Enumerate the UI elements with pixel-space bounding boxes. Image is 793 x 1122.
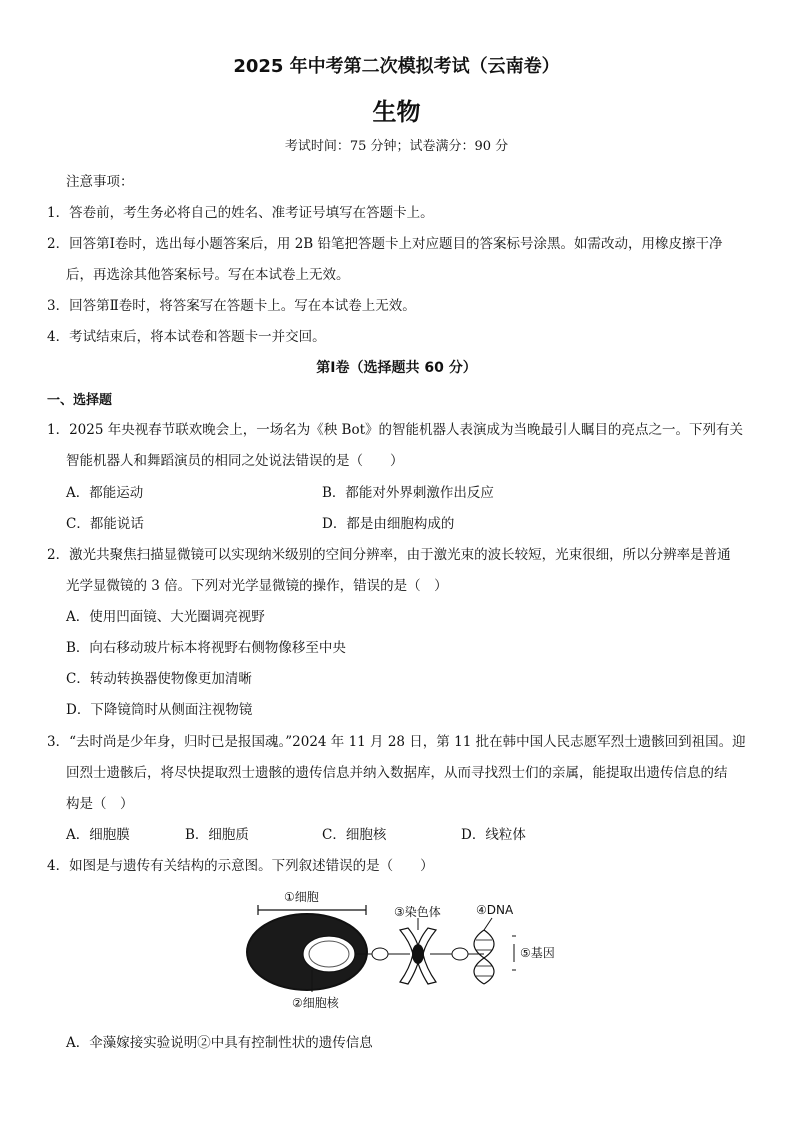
label-chromosome: ③染色体 xyxy=(394,905,441,919)
q1-option-b: B．都能对外界刺激作出反应 xyxy=(322,485,494,501)
note-item: 4．考试结束后，将本试卷和答题卡一并交回。 xyxy=(47,329,326,345)
q3-option-b: B．细胞质 xyxy=(185,827,249,843)
genetics-diagram xyxy=(240,888,580,1020)
question-4-stem: 4．如图是与遗传有关结构的示意图。下列叙述错误的是（ ） xyxy=(47,858,434,874)
exam-title: 2025 年中考第二次模拟考试（云南卷） xyxy=(233,56,560,77)
note-item: 1．答卷前，考生务必将自己的姓名、准考证号填写在答题卡上。 xyxy=(47,205,434,221)
question-1-stem: 1．2025 年央视春节联欢晚会上，一场名为《秧 Bot》的智能机器人表演成为当晚最引人瞩目的亮点之一。下列有关 xyxy=(47,422,744,438)
q2-option-c: C．转动转换器使物像更加清晰 xyxy=(66,671,252,687)
label-nucleus: ②细胞核 xyxy=(292,996,339,1010)
q2-option-a: A．使用凹面镜、大光圈调亮视野 xyxy=(66,609,265,625)
question-1-stem-cont: 智能机器人和舞蹈演员的相同之处说法错误的是（ ） xyxy=(66,453,404,469)
exam-meta: 考试时间：75 分钟；试卷满分：90 分 xyxy=(284,139,509,154)
q2-option-b: B．向右移动玻片标本将视野右侧物像移至中央 xyxy=(66,640,346,656)
question-3-stem-cont: 回烈士遗骸后，将尽快提取烈士遗骸的遗传信息并纳入数据库，从而寻找烈士们的亲属，能提取出遗传信息的结 xyxy=(66,765,728,781)
q3-option-c: C．细胞核 xyxy=(322,827,387,843)
label-dna: ④DNA xyxy=(476,903,514,917)
q3-option-a: A．细胞膜 xyxy=(66,827,130,843)
q4-option-a: A．伞藻嫁接实验说明②中具有控制性状的遗传信息 xyxy=(66,1035,373,1051)
question-3-stem-cont: 构是（ ） xyxy=(66,796,134,812)
q1-option-d: D．都是由细胞构成的 xyxy=(322,516,455,532)
subject-title: 生物 xyxy=(372,98,421,126)
label-cell: ①细胞 xyxy=(284,890,319,904)
question-2-stem: 2．激光共聚焦扫描显微镜可以实现纳米级别的空间分辨率，由于激光束的波长较短，光束很细，所以分辨率是普通 xyxy=(47,547,731,563)
part-heading: 一、选择题 xyxy=(47,393,113,408)
question-2-stem-cont: 光学显微镜的 3 倍。下列对光学显微镜的操作，错误的是（ ） xyxy=(66,578,448,594)
q1-option-c: C．都能说话 xyxy=(66,516,144,532)
notes-heading: 注意事项： xyxy=(66,174,134,190)
section-title: 第Ⅰ卷（选择题共 60 分） xyxy=(316,360,477,376)
note-item-continued: 后，再选涂其他答案标号。写在本试卷上无效。 xyxy=(66,267,350,283)
q3-option-d: D．线粒体 xyxy=(461,827,526,843)
note-item: 2．回答第Ⅰ卷时，选出每小题答案后，用 2B 铅笔把答题卡上对应题目的答案标号涂黑。如需改动，用橡皮擦干净 xyxy=(47,236,723,252)
label-gene: ⑤基因 xyxy=(520,946,555,960)
q1-option-a: A．都能运动 xyxy=(66,485,144,501)
note-item: 3．回答第Ⅱ卷时，将答案写在答题卡上。写在本试卷上无效。 xyxy=(47,298,416,314)
q2-option-d: D．下降镜筒时从侧面注视物镜 xyxy=(66,702,253,718)
question-3-stem: 3．“去时尚是少年身，归时已是报国魂。”2024 年 11 月 28 日，第 11 批在韩中国人民志愿军烈士遗骸回到祖国。迎 xyxy=(47,734,746,750)
